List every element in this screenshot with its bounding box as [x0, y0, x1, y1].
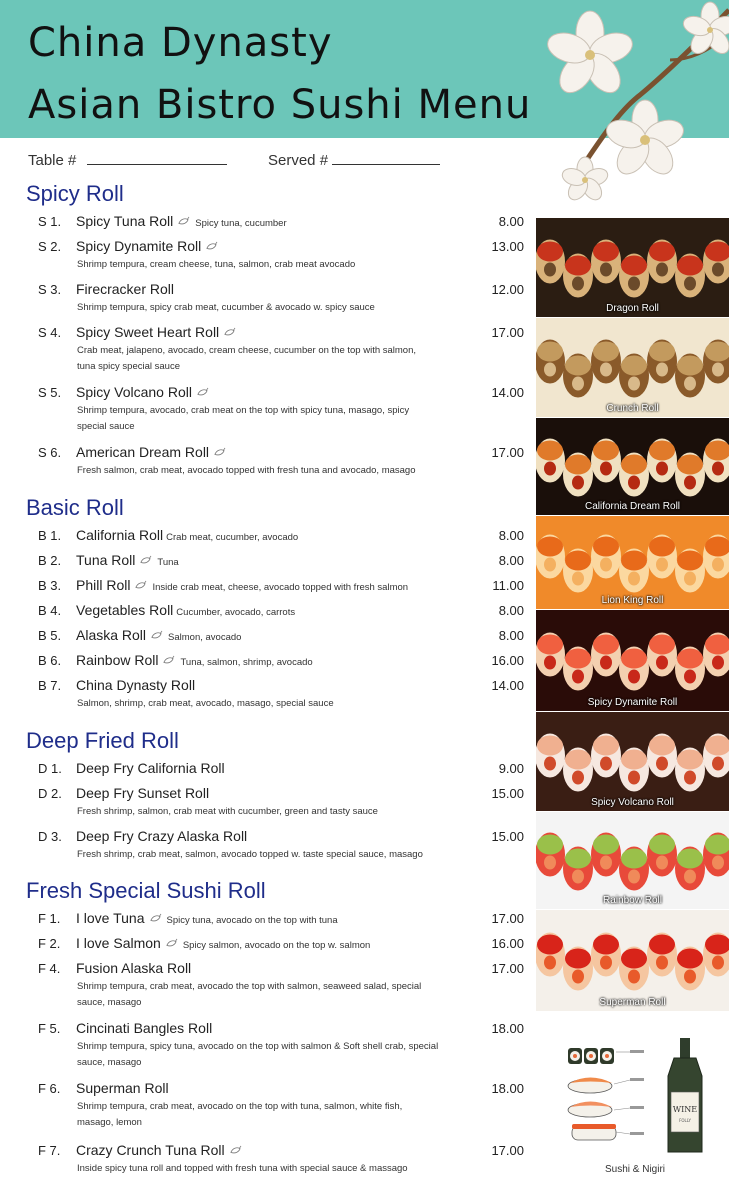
item-code: B 3. [38, 578, 62, 593]
item-code: D 2. [38, 786, 62, 801]
description-line: sauce, masago [77, 1057, 142, 1068]
item-name: Spicy Tuna Roll [76, 213, 174, 229]
item-code: F 2. [38, 936, 61, 951]
item-name-line [76, 935, 370, 951]
spicy-pepper-icon [149, 913, 162, 924]
description-line: Shrimp tempura, spicy crab meat, cucumber & avocado w. spicy sauce [77, 302, 375, 313]
roll-photo-caption: Spicy Volcano Roll [591, 797, 674, 808]
item-price: 15.00 [491, 786, 524, 801]
item-price: 16.00 [491, 936, 524, 951]
item-name-line [76, 760, 225, 776]
item-price: 17.00 [491, 1143, 524, 1158]
item-inline-description: Tuna [157, 557, 179, 568]
item-name: Vegetables Roll [76, 602, 174, 618]
item-name: Alaska Roll [76, 627, 147, 643]
description-line: Shrimp tempura, spicy tuna, avocado on the top with salmon & Soft shell crab, special [77, 1041, 439, 1052]
spicy-pepper-icon [165, 938, 178, 949]
item-price: 14.00 [491, 385, 524, 400]
item-inline-description: Inside crab meat, cheese, avocado topped with fresh salmon [152, 582, 409, 593]
item-name: Fusion Alaska Roll [76, 960, 192, 976]
item-code: F 4. [38, 961, 61, 976]
item-name-line [76, 527, 298, 543]
item-name-line [76, 281, 174, 297]
item-name-line [76, 627, 241, 643]
description-line: Crab meat, jalapeno, avocado, cream cheese, cucumber on the top with salmon, [77, 345, 417, 356]
item-price: 17.00 [491, 911, 524, 926]
item-description [77, 696, 487, 712]
nigiri-caption: Sushi & Nigiri [604, 1164, 666, 1175]
item-name: Spicy Sweet Heart Roll [76, 324, 220, 340]
item-price: 17.00 [491, 445, 524, 460]
description-line: Shrimp tempura, avocado, crab meat on the top with spicy tuna, masago, spicy [77, 405, 410, 416]
item-name-line [76, 444, 228, 460]
item-name: I love Salmon [76, 935, 161, 951]
item-code: S 1. [38, 214, 62, 229]
description-line: Shrimp tempura, crab meat, avocado on the top with tuna, salmon, white fish, [77, 1101, 403, 1112]
item-inline-description: Cucumber, avocado, carrots [176, 607, 296, 618]
table-blank [87, 150, 227, 165]
item-description [77, 343, 487, 375]
item-name-line [76, 910, 338, 926]
item-price: 16.00 [491, 653, 524, 668]
roll-photo-caption: Superman Roll [599, 997, 666, 1008]
roll-photo [536, 418, 729, 515]
sushi-nigiri-illustration [560, 1036, 720, 1156]
item-description [77, 979, 487, 1011]
item-name-line [76, 828, 247, 844]
spicy-pepper-icon [213, 447, 226, 458]
item-description [77, 257, 487, 273]
spicy-pepper-icon [223, 327, 236, 338]
item-code: B 4. [38, 603, 62, 618]
item-name: Phill Roll [76, 577, 131, 593]
item-name: Deep Fry California Roll [76, 760, 225, 776]
roll-photo [536, 910, 729, 1011]
served-blank [332, 150, 440, 165]
roll-photo [536, 610, 729, 711]
item-name: Cincinati Bangles Roll [76, 1020, 213, 1036]
item-code: F 6. [38, 1081, 61, 1096]
section-title: Deep Fried Roll [26, 728, 179, 753]
item-code: B 2. [38, 553, 62, 568]
item-code: S 2. [38, 239, 62, 254]
item-price: 8.00 [498, 528, 524, 543]
item-name: China Dynasty Roll [76, 677, 196, 693]
spicy-pepper-icon [196, 387, 209, 398]
item-name-line [76, 652, 313, 668]
item-inline-description: Tuna, salmon, shrimp, avocado [180, 657, 313, 668]
item-name-line [76, 1080, 169, 1096]
description-line: Shrimp tempura, cream cheese, tuna, salmon, crab meat avocado [77, 259, 356, 270]
description-line: Salmon, shrimp, crab meat, avocado, masago, special sauce [77, 698, 334, 709]
item-name-line [76, 960, 191, 976]
item-price: 8.00 [498, 628, 524, 643]
served-number-field [268, 150, 440, 169]
cherry-blossom-decoration [520, 0, 729, 215]
item-price: 13.00 [491, 239, 524, 254]
roll-photo-image [536, 610, 729, 711]
item-description [77, 403, 487, 435]
section-title: Fresh Special Sushi Roll [26, 878, 266, 903]
served-label: Served # [268, 152, 329, 169]
item-name: American Dream Roll [76, 444, 210, 460]
roll-photo-caption: Spicy Dynamite Roll [587, 697, 678, 708]
description-line: masago, lemon [77, 1117, 142, 1128]
item-price: 8.00 [498, 553, 524, 568]
roll-photo [536, 812, 729, 909]
item-price: 12.00 [491, 282, 524, 297]
item-name-line [76, 384, 211, 400]
item-inline-description: Spicy tuna, cucumber [195, 218, 287, 229]
item-name: Crazy Crunch Tuna Roll [76, 1142, 225, 1158]
description-line: Fresh shrimp, salmon, crab meat with cucumber, green and tasty sauce [77, 806, 378, 817]
spicy-pepper-icon [205, 241, 218, 252]
item-name: Deep Fry Sunset Roll [76, 785, 210, 801]
item-price: 8.00 [498, 214, 524, 229]
item-inline-description: Spicy tuna, avocado on the top with tuna [166, 915, 338, 926]
description-line: Inside spicy tuna roll and topped with fresh tuna with special sauce & massago [77, 1163, 408, 1174]
item-code: F 1. [38, 911, 61, 926]
item-price: 15.00 [491, 829, 524, 844]
item-inline-description: Spicy salmon, avocado on the top w. salmon [182, 940, 371, 951]
item-code: F 7. [38, 1143, 61, 1158]
item-code: S 6. [38, 445, 62, 460]
item-name-line [76, 238, 220, 254]
description-line: tuna spicy special sauce [77, 361, 180, 372]
item-code: D 1. [38, 761, 62, 776]
menu-title: Asian Bistro Sushi Menu [28, 82, 532, 128]
item-name-line [76, 552, 179, 568]
roll-photo-caption: Rainbow Roll [603, 895, 662, 906]
item-name-line [76, 577, 408, 593]
item-description [77, 300, 487, 316]
roll-photo-caption: Lion King Roll [601, 595, 664, 606]
item-code: S 4. [38, 325, 62, 340]
spicy-pepper-icon [229, 1145, 242, 1156]
item-code: S 3. [38, 282, 62, 297]
item-code: S 5. [38, 385, 62, 400]
item-description [77, 1039, 487, 1071]
item-price: 18.00 [491, 1081, 524, 1096]
item-name: Firecracker Roll [76, 281, 175, 297]
item-description [77, 463, 487, 479]
roll-photo [536, 218, 729, 317]
table-number-field [28, 150, 227, 169]
description-line: sauce, masago [77, 997, 142, 1008]
item-inline-description: Salmon, avocado [168, 632, 242, 643]
item-name: I love Tuna [76, 910, 145, 926]
section-title: Spicy Roll [26, 181, 124, 206]
item-name: Rainbow Roll [76, 652, 159, 668]
item-price: 11.00 [492, 578, 524, 593]
item-code: B 6. [38, 653, 62, 668]
description-line: special sauce [77, 421, 135, 432]
item-name-line [76, 1142, 244, 1158]
item-description [77, 1161, 487, 1177]
item-price: 9.00 [498, 761, 524, 776]
roll-photo-caption: Crunch Roll [606, 403, 659, 414]
table-label: Table # [28, 152, 77, 169]
roll-photo-caption: California Dream Roll [584, 501, 681, 512]
item-description [77, 1099, 487, 1131]
item-name: Spicy Volcano Roll [76, 384, 192, 400]
item-name: California Roll [76, 527, 164, 543]
item-code: B 5. [38, 628, 62, 643]
spicy-pepper-icon [162, 655, 175, 666]
item-price: 17.00 [491, 961, 524, 976]
item-name: Deep Fry Crazy Alaska Roll [76, 828, 248, 844]
item-name: Superman Roll [76, 1080, 169, 1096]
description-line: Fresh salmon, crab meat, avocado topped with fresh tuna and avocado, masago [77, 465, 416, 476]
description-line: Fresh shrimp, crab meat, salmon, avocado topped w. taste special sauce, masago [77, 849, 423, 860]
item-name-line [76, 602, 295, 618]
roll-photo-image [536, 910, 729, 1011]
item-price: 14.00 [491, 678, 524, 693]
item-code: F 5. [38, 1021, 61, 1036]
item-code: B 1. [38, 528, 62, 543]
item-description [77, 804, 487, 820]
spicy-pepper-icon [177, 216, 190, 227]
svg-text:WINE: WINE [672, 1105, 698, 1114]
description-line: Shrimp tempura, crab meat, avocado the top with salmon, seaweed salad, special [77, 981, 422, 992]
item-price: 17.00 [491, 325, 524, 340]
spicy-pepper-icon [134, 580, 147, 591]
item-code: B 7. [38, 678, 62, 693]
item-code: D 3. [38, 829, 62, 844]
spicy-pepper-icon [139, 555, 152, 566]
item-price: 18.00 [491, 1021, 524, 1036]
item-inline-description: Crab meat, cucumber, avocado [166, 532, 299, 543]
item-name-line [76, 324, 238, 340]
roll-photo-caption: Dragon Roll [606, 303, 659, 314]
svg-text:FOLLY: FOLLY [679, 1118, 691, 1123]
item-description [77, 847, 487, 863]
item-name: Tuna Roll [76, 552, 136, 568]
item-name-line [76, 785, 209, 801]
item-price: 8.00 [498, 603, 524, 618]
roll-photo [536, 516, 729, 609]
restaurant-title: China Dynasty [28, 20, 333, 66]
roll-photo [536, 712, 729, 811]
item-name-line [76, 1020, 212, 1036]
section-title: Basic Roll [26, 495, 124, 520]
spicy-pepper-icon [150, 630, 163, 641]
item-name: Spicy Dynamite Roll [76, 238, 202, 254]
item-name-line [76, 213, 287, 229]
roll-photo [536, 318, 729, 417]
item-name-line [76, 677, 195, 693]
